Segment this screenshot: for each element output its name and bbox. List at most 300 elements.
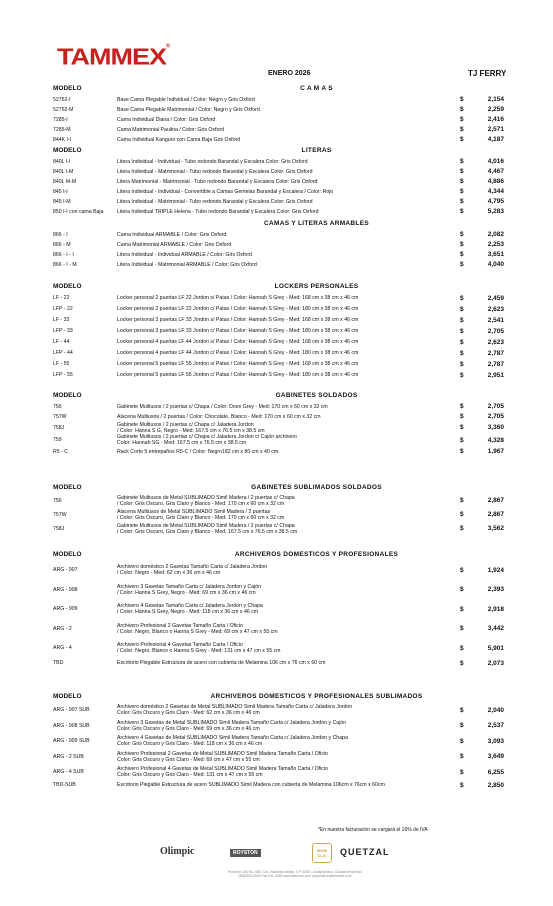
currency-symbol: $ bbox=[460, 424, 464, 432]
product-description bbox=[117, 169, 312, 175]
description-line: Locker personal 3 puertas LF 33 Jordon c/ Patas / Color: Hannah S Grey - Med: 180 cm x 38 cm x 46 cm bbox=[117, 328, 359, 334]
currency-symbol: $ bbox=[460, 305, 464, 313]
product-description bbox=[117, 328, 358, 334]
model-code: TBD bbox=[53, 660, 64, 666]
model-code: 756 bbox=[53, 403, 62, 410]
product-description bbox=[117, 317, 358, 323]
price-value: 3,093 bbox=[487, 737, 504, 745]
price-value: 3,651 bbox=[487, 251, 504, 258]
description-line: / Color: Gris Oscuro, Gris Claro y Blanco - Med: 167.5 cm x 76.5 cm x 38.5 cm bbox=[117, 528, 298, 535]
product-description bbox=[117, 422, 265, 434]
table-row bbox=[0, 359, 553, 370]
currency-symbol: $ bbox=[460, 158, 464, 165]
price-value: 4,344 bbox=[487, 188, 504, 195]
product-description bbox=[117, 159, 308, 165]
description-line: Archivero 3 Gavetas de Metal SUBLIMADO Simil Madera Tamaño Carta c/ Jaladera Jordon y Cajón bbox=[117, 719, 347, 726]
table-row bbox=[0, 508, 553, 522]
product-description bbox=[117, 361, 358, 367]
description-line: Archivero 4 Gavetas Tamaño Carta c/ Jaladera Jordon y Chapa bbox=[117, 603, 263, 610]
description-line: Color: Gris Oscuro y Gris Claro - Med: 118 cm x 36 cm x 46 cm bbox=[117, 741, 263, 748]
product-description bbox=[117, 137, 240, 143]
olimpic-logo: Olimpic bbox=[160, 846, 195, 857]
price-value: 2,705 bbox=[487, 403, 504, 410]
model-code: LF - 33 bbox=[53, 317, 70, 323]
table-row bbox=[0, 750, 553, 766]
product-description bbox=[117, 623, 278, 635]
footer-brands bbox=[150, 840, 415, 885]
product-description bbox=[117, 509, 284, 521]
product-description bbox=[117, 306, 358, 312]
price-value: 3,442 bbox=[487, 625, 504, 633]
currency-symbol: $ bbox=[460, 198, 464, 205]
price-value: 2,541 bbox=[487, 316, 504, 324]
product-description bbox=[117, 584, 261, 596]
currency-symbol: $ bbox=[460, 116, 464, 123]
description-line: Locker personal 2 puertas LF 22 Jordon c/ Patas / Color: Hannah S Grey - Med: 180 cm x 38 cm x 46 cm bbox=[117, 306, 359, 312]
table-row bbox=[0, 765, 553, 781]
product-description bbox=[117, 766, 328, 778]
product-description bbox=[117, 660, 325, 666]
description-line: Cama Individual Kanguro con Cama Baja Gris Oxford bbox=[117, 136, 241, 143]
table-row bbox=[0, 105, 553, 115]
currency-symbol: $ bbox=[460, 241, 464, 248]
model-code: 757W bbox=[53, 511, 67, 518]
description-line: Archivero Profesional 2 Gavetas de Metal SUBLIMADO Simil Madera Tamaño Carta / Oficio bbox=[117, 750, 328, 757]
tax-note: *En nuestra facturación se cargará el 16% de IVA bbox=[318, 827, 428, 833]
model-code: 52752-I bbox=[53, 96, 71, 103]
price-value: 4,328 bbox=[487, 436, 504, 444]
model-code: 844K I-I bbox=[53, 136, 72, 143]
table-row bbox=[0, 719, 553, 735]
description-line: / Color: Hanna S G, Negro - Med: 167.5 cm x 76.5 cm x 38.5 cm bbox=[117, 427, 265, 434]
description-line: / Color: Hanna S Grey, Negro - Med: 118 cm x 36 cm x 46 cm bbox=[117, 609, 259, 616]
price-value: 2,850 bbox=[487, 781, 504, 789]
product-description bbox=[117, 414, 321, 420]
description-line: Rack Corto 5 entrepaños R5-C / Color: Negro182 cm x 80 cm x 40 cm. bbox=[117, 448, 280, 455]
description-line: Locker personal 4 puertas LF 44 Jordon c/ Patas / Color: Hannah S Grey - Med: 180 cm x 38 cm x 46 cm bbox=[117, 350, 359, 356]
table-row bbox=[0, 639, 553, 659]
price-value: 2,787 bbox=[487, 349, 504, 357]
description-line: Archivero Profesional 4 Gavetas de Metal SUBLIMADO Simil Madera Tamaño Carta / Oficio bbox=[117, 766, 328, 773]
description-line: / Color: Negro, Blanco o Hanna S Grey - Med: 131 cm x 47 cm x 55 cm bbox=[117, 648, 281, 655]
description-line: Color: Gris Oscuro y Gris Claro - Med: 69 cm x 36 cm x 46 cm bbox=[117, 725, 260, 732]
model-code: 840L I-M bbox=[53, 168, 74, 175]
currency-symbol: $ bbox=[460, 436, 464, 444]
table-row bbox=[0, 703, 553, 719]
table-row bbox=[0, 207, 553, 217]
currency-symbol: $ bbox=[460, 781, 464, 789]
model-code: ARG - 4 SUB bbox=[53, 769, 84, 776]
product-description bbox=[117, 735, 348, 747]
table-row bbox=[0, 494, 553, 508]
description-line: Litera Individual - Individual - Tubo redondo Barandal y Escalera Color: Gris Oxford bbox=[117, 158, 308, 165]
price-value: 4,467 bbox=[487, 168, 504, 175]
price-value: 4,886 bbox=[487, 178, 504, 185]
product-description bbox=[117, 704, 352, 716]
section bbox=[0, 146, 553, 217]
currency-symbol: $ bbox=[460, 566, 464, 574]
currency-symbol: $ bbox=[460, 231, 464, 238]
table-row bbox=[0, 412, 553, 422]
table-row bbox=[0, 659, 553, 669]
description-line: / Color: Hanna S Grey, Negro - Med: 69 cm x 36 cm x 46 cm bbox=[117, 589, 256, 596]
currency-symbol: $ bbox=[460, 349, 464, 357]
table-row bbox=[0, 326, 553, 337]
model-code: 759 bbox=[53, 437, 62, 444]
model-code: LFP - 44 bbox=[53, 350, 73, 356]
model-code: 866 - I - I bbox=[53, 251, 74, 258]
model-column-header: MODELO bbox=[53, 147, 82, 154]
address-line: Poniente 134 No. 583, Col. Industrial Vallejo, CP 02300, Azcapotzalco, Ciudad de México bbox=[227, 870, 363, 874]
product-description bbox=[117, 523, 297, 535]
table-row bbox=[0, 157, 553, 167]
section-header bbox=[0, 483, 553, 494]
section-title: C A M A S bbox=[300, 85, 333, 92]
description-line: Base Cama Plegable Matrimonial / Color: Negro y Gris Oxford bbox=[117, 106, 260, 113]
section-header bbox=[0, 692, 553, 703]
price-value: 3,649 bbox=[487, 753, 504, 761]
table-row bbox=[0, 581, 553, 601]
price-value: 2,867 bbox=[487, 511, 504, 518]
currency-symbol: $ bbox=[460, 737, 464, 745]
model-code: LF - 44 bbox=[53, 339, 70, 345]
model-code: LF - 55 bbox=[53, 361, 70, 367]
price-value: 2,623 bbox=[487, 338, 504, 346]
currency-symbol: $ bbox=[460, 188, 464, 195]
product-description bbox=[117, 495, 295, 507]
description-line: Escritorio Plegable Estructura de acero con cubierta de Melamina 106 cm x 76 cm x 60 cm bbox=[117, 660, 326, 666]
model-code: 757W bbox=[53, 413, 67, 420]
description-line: / Color: Negro - Med: 62 cm x 36 cm x 46 cm bbox=[117, 570, 221, 577]
description-line: Litera Individual - Individual ARMABLE / Color: Gris Oxford bbox=[117, 251, 252, 258]
section bbox=[0, 391, 553, 457]
client-name: TJ FERRY bbox=[468, 69, 507, 78]
model-code: LFP - 22 bbox=[53, 306, 73, 312]
description-line: Archivero Profesional 4 Gavetas Tamaño Carta / Oficio bbox=[117, 642, 243, 649]
model-column-header: MODELO bbox=[53, 283, 82, 290]
table-row bbox=[0, 167, 553, 177]
description-line: Litera Individual - Individual - Convertible a Camas Gemelas Barandal y Escalera / Color: Rojo bbox=[117, 188, 334, 195]
section-header bbox=[0, 550, 553, 561]
model-code: 866 - I - M bbox=[53, 261, 77, 268]
description-line: Color: Hannah SG - Med: 167.5 cm x 76.5 cm x 38.5 cm bbox=[117, 440, 247, 447]
section-title: CAMAS Y LITERAS ARMABLES bbox=[264, 220, 369, 227]
description-line: Gabinete Multiusos de Metal SUBLIMADO Simil Madera / 2 puertas c/ Chapa bbox=[117, 522, 295, 529]
price-value: 3,360 bbox=[487, 424, 504, 432]
product-description bbox=[117, 252, 252, 258]
contact-line: (55)5323-0000 Fax Ext. 3080 www.tammex.com corporativo@tammex.com bbox=[238, 874, 352, 879]
currency-symbol: $ bbox=[460, 511, 464, 518]
table-row bbox=[0, 561, 553, 581]
model-code: 758J bbox=[53, 424, 65, 431]
product-description bbox=[117, 339, 358, 345]
description-line: Locker personal 4 puertas LF 44 Jordon s/ Patas / Color: Hannah S Grey - Med: 168 cm x 38 cm x 46 cm bbox=[117, 339, 359, 345]
description-line: Litera Individual TRIPLE Helena - Tubo redondo Barandal y Escalera Color: Gris Oxford bbox=[117, 208, 319, 215]
description-line: Color: Gris Oscuro y Gris Claro - Med: 62 cm x 36 cm x 46 cm bbox=[117, 710, 260, 717]
currency-symbol: $ bbox=[460, 753, 464, 761]
price-value: 2,787 bbox=[487, 360, 504, 368]
quetzal-logo: QUETZAL bbox=[340, 847, 390, 857]
model-code: 52752-M bbox=[53, 106, 74, 113]
model-code: ARG - 4 bbox=[53, 645, 72, 652]
description-line: Litera Matrimonial - Matrimonial - Tubo redondo Barandal y Escalera Color: Gris Oxford bbox=[117, 178, 318, 185]
section-header bbox=[0, 146, 553, 157]
table-row bbox=[0, 135, 553, 145]
price-value: 2,571 bbox=[487, 126, 504, 133]
description-line: Alacena Multiusos / 2 puertas / Color: Chocolate, Blanco - Med: 170 cm x 60 cm x 32 cm bbox=[117, 413, 321, 420]
description-line: Litera Individual - Matrimonial - Tubo redondo Barandal y Escalera Color: Gris Oxford bbox=[117, 168, 313, 175]
price-value: 1,967 bbox=[487, 448, 504, 455]
product-description bbox=[117, 209, 318, 215]
currency-symbol: $ bbox=[460, 316, 464, 324]
price-value: 2,867 bbox=[487, 497, 504, 504]
product-description bbox=[117, 179, 317, 185]
product-description bbox=[117, 107, 260, 113]
description-line: Gabinete Multiusos / 2 puertas c/ Chapa c/ Jaladera Jordon c/ Cajón archivero bbox=[117, 434, 297, 441]
price-value: 2,705 bbox=[487, 413, 504, 420]
product-description bbox=[117, 189, 333, 195]
description-line: Color: Gris Oscuro y Gris Claro - Med: 131 cm x 47 cm x 55 cm bbox=[117, 772, 263, 779]
price-value: 2,393 bbox=[487, 586, 504, 594]
price-value: 4,016 bbox=[487, 158, 504, 165]
table-row bbox=[0, 422, 553, 435]
currency-symbol: $ bbox=[460, 497, 464, 504]
product-description bbox=[117, 242, 231, 248]
model-code: LF - 22 bbox=[53, 295, 70, 301]
table-row bbox=[0, 781, 553, 791]
section-header bbox=[0, 391, 553, 402]
product-description bbox=[117, 262, 257, 268]
model-code: LFP - 55 bbox=[53, 372, 73, 378]
currency-symbol: $ bbox=[460, 625, 464, 633]
table-row bbox=[0, 522, 553, 536]
price-value: 4,795 bbox=[487, 198, 504, 205]
currency-symbol: $ bbox=[460, 208, 464, 215]
currency-symbol: $ bbox=[460, 251, 464, 258]
model-code: 866 - M bbox=[53, 241, 71, 248]
product-description bbox=[117, 199, 312, 205]
currency-symbol: $ bbox=[460, 178, 464, 185]
section bbox=[0, 483, 553, 536]
price-value: 6,255 bbox=[487, 768, 504, 776]
description-line: Locker personal 5 puertas LF 55 Jordon c/ Patas / Color: Hannah S Grey - Med: 180 cm x 38 cm x 46 cm bbox=[117, 372, 359, 378]
price-value: 1,924 bbox=[487, 566, 504, 574]
currency-symbol: $ bbox=[460, 605, 464, 613]
product-description bbox=[117, 449, 280, 455]
product-description bbox=[117, 434, 297, 446]
model-column-header: MODELO bbox=[53, 392, 82, 399]
price-value: 4,040 bbox=[487, 261, 504, 268]
model-code: 845 I-I bbox=[53, 188, 68, 195]
table-row bbox=[0, 734, 553, 750]
product-description bbox=[117, 372, 358, 378]
currency-symbol: $ bbox=[460, 126, 464, 133]
table-row bbox=[0, 600, 553, 620]
table-row bbox=[0, 115, 553, 125]
section-header bbox=[0, 84, 553, 95]
price-value: 2,459 bbox=[487, 294, 504, 302]
description-line: Gabinete Multiusos de Metal SUBLIMADO Simil Madera / 2 puertas c/ Chapa bbox=[117, 494, 295, 501]
currency-symbol: $ bbox=[460, 371, 464, 379]
description-line: / Color: Gris Oscuro, Gris Claro y Blanco - Med: 170 cm x 60 cm x 32 cm bbox=[117, 514, 285, 521]
model-code: 845 I-M bbox=[53, 198, 71, 205]
table-row bbox=[0, 197, 553, 207]
currency-symbol: $ bbox=[460, 360, 464, 368]
model-code: ARG - 907 SUB bbox=[53, 707, 90, 714]
description-line: Archivero doméstico 2 Gavetas Tamaño Carta c/ Jaladera Jordon bbox=[117, 564, 268, 571]
model-code: R5 - C bbox=[53, 448, 68, 455]
section bbox=[0, 550, 553, 669]
currency-symbol: $ bbox=[460, 722, 464, 730]
product-description bbox=[117, 782, 385, 788]
description-line: Archivero Profesional 2 Gavetas Tamaño Carta / Oficio bbox=[117, 622, 243, 629]
description-line: Alacena Multiusos de Metal SUBLIMADO Simil Madera / 2 puertas bbox=[117, 508, 271, 515]
price-value: 2,537 bbox=[487, 722, 504, 730]
table-row bbox=[0, 250, 553, 260]
model-code: 840L M-M bbox=[53, 178, 77, 185]
price-value: 2,073 bbox=[487, 659, 504, 667]
model-code: ARG - 907 bbox=[53, 567, 78, 574]
section bbox=[0, 282, 553, 381]
model-code: ARG - 908 bbox=[53, 586, 78, 593]
model-code: LFP - 33 bbox=[53, 328, 73, 334]
description-line: Cama Matrimonial ARMABLE / Color: Gris Oxford bbox=[117, 241, 232, 248]
product-description bbox=[117, 295, 358, 301]
product-description bbox=[117, 127, 224, 133]
description-line: Cama Matrimonial Paulina / Color: Gris Oxford bbox=[117, 126, 224, 133]
table-row bbox=[0, 293, 553, 304]
section bbox=[0, 84, 553, 145]
currency-symbol: $ bbox=[460, 338, 464, 346]
section-title: LITERAS bbox=[301, 147, 332, 154]
description-line: Escritorio Plegable Estructura de acero SUBLIMADO Simil Madera con cubierta de Melamina 106cm x 76cm x 60cm bbox=[117, 782, 385, 788]
description-line: Locker personal 2 puertas LF 22 Jordon s/ Patas / Color: Hannah S Grey - Med: 168 cm x 38 cm x 46 cm bbox=[117, 295, 359, 301]
description-line: / Color: Negro, Blanco o Hanna S Grey - Med: 69 cm x 47 cm x 55 cm bbox=[117, 628, 278, 635]
price-value: 2,082 bbox=[487, 231, 504, 238]
price-value: 5,283 bbox=[487, 208, 504, 215]
model-code: TBD-SUB bbox=[53, 782, 76, 788]
model-code: 840L I-I bbox=[53, 158, 71, 165]
section-title: LOCKERS PERSONALES bbox=[274, 283, 359, 290]
section-title: ARCHIVEROS DOMESTICOS Y PROFESIONALES bbox=[234, 551, 399, 558]
model-code: 756 bbox=[53, 497, 62, 504]
description-line: Gabinete Multiusos / 2 puertas c/ Chapa / Color: Dove Grey - Med: 170 cm x 60 cm x 32 cm bbox=[117, 403, 328, 410]
table-row bbox=[0, 304, 553, 315]
model-code: ARG - 909 bbox=[53, 606, 78, 613]
currency-symbol: $ bbox=[460, 413, 464, 420]
table-row bbox=[0, 435, 553, 448]
section bbox=[0, 219, 553, 270]
table-row bbox=[0, 620, 553, 640]
product-description bbox=[117, 232, 226, 238]
description-line: Locker personal 5 puertas LF 55 Jordon s/ Patas / Color: Hannah S Grey - Med: 168 cm x 38 cm x 46 cm bbox=[117, 361, 359, 367]
table-row bbox=[0, 402, 553, 412]
description-line: Archivero 4 Gavetas de Metal SUBLIMADO Simil Madera Tamaño Carta c/ Jaladera Jordon y Chapa bbox=[117, 735, 348, 742]
model-column-header: MODELO bbox=[53, 693, 82, 700]
currency-symbol: $ bbox=[460, 448, 464, 455]
mobiclic-logo: MOBI CLIC bbox=[312, 843, 332, 863]
currency-symbol: $ bbox=[460, 644, 464, 652]
price-value: 2,705 bbox=[487, 327, 504, 335]
price-value: 4,187 bbox=[487, 136, 504, 143]
footer-address bbox=[180, 870, 410, 879]
product-description bbox=[117, 117, 215, 123]
product-description bbox=[117, 603, 263, 615]
price-value: 3,562 bbox=[487, 525, 504, 532]
description-line: / Color: Gris Oscuro, Gris Claro y Blanco - Med: 170 cm x 60 cm x 32 cm bbox=[117, 500, 285, 507]
table-row bbox=[0, 447, 553, 457]
price-value: 2,623 bbox=[487, 305, 504, 313]
section-title: GABINETES SUBLIMADOS SOLDADOS bbox=[251, 484, 382, 491]
currency-symbol: $ bbox=[460, 136, 464, 143]
product-description bbox=[117, 751, 328, 763]
product-description bbox=[117, 404, 328, 410]
price-value: 2,416 bbox=[487, 116, 504, 123]
table-row bbox=[0, 315, 553, 326]
price-value: 5,901 bbox=[487, 644, 504, 652]
table-row bbox=[0, 260, 553, 270]
price-value: 2,918 bbox=[487, 605, 504, 613]
table-row bbox=[0, 370, 553, 381]
price-value: 2,951 bbox=[487, 371, 504, 379]
model-code: ARG - 909 SUB bbox=[53, 738, 90, 745]
price-value: 2,154 bbox=[487, 96, 504, 103]
model-code: 7285-I bbox=[53, 116, 68, 123]
table-row bbox=[0, 337, 553, 348]
currency-symbol: $ bbox=[460, 403, 464, 410]
table-row bbox=[0, 348, 553, 359]
currency-symbol: $ bbox=[460, 659, 464, 667]
product-description bbox=[117, 720, 346, 732]
section-title: ARCHIVEROS DOMESTICOS Y PROFESIONALES SUBLIMADOS bbox=[210, 693, 423, 700]
table-row bbox=[0, 187, 553, 197]
section-title: GABINETES SOLDADOS bbox=[275, 392, 358, 399]
table-row bbox=[0, 177, 553, 187]
model-code: ARG - 908 SUB bbox=[53, 722, 90, 729]
model-column-header: MODELO bbox=[53, 551, 82, 558]
model-column-header: MODELO bbox=[53, 85, 82, 92]
table-row bbox=[0, 240, 553, 250]
model-code: 850 I-I con cama Baja bbox=[53, 208, 104, 215]
table-row bbox=[0, 230, 553, 240]
description-line: Cama Individual ARMABLE / Color: Gris Oxford bbox=[117, 231, 227, 238]
description-line: Litera Individual - Matrimonial - Tubo redondo Barandal y Escalera Color: Gris Oxford bbox=[117, 198, 313, 205]
model-code: ARG - 2 bbox=[53, 625, 72, 632]
description-line: Color: Gris Oscuro y Gris Claro - Med: 69 cm x 47 cm x 55 cm bbox=[117, 756, 260, 763]
price-value: 2,259 bbox=[487, 106, 504, 113]
section bbox=[0, 692, 553, 791]
table-row bbox=[0, 125, 553, 135]
description-line: Locker personal 3 puertas LF 33 Jordon s/ Patas / Color: Hannah S Grey - Med: 168 cm x 38 cm x 46 cm bbox=[117, 317, 359, 323]
section-header bbox=[0, 282, 553, 293]
model-code: 758J bbox=[53, 525, 65, 532]
description-line: Gabinete Multiusos / 2 puertas c/ Chapa c/ Jaladera Jordon bbox=[117, 421, 254, 428]
currency-symbol: $ bbox=[460, 768, 464, 776]
royston-logo: ROYSTON bbox=[230, 849, 261, 857]
tammex-logo: TAMMEX® bbox=[57, 44, 170, 70]
currency-symbol: $ bbox=[460, 294, 464, 302]
product-description bbox=[117, 564, 267, 576]
currency-symbol: $ bbox=[460, 168, 464, 175]
description-line: Litera Individual - Matrimonial ARMABLE / Color: Gris Oxford bbox=[117, 261, 257, 268]
currency-symbol: $ bbox=[460, 586, 464, 594]
currency-symbol: $ bbox=[460, 106, 464, 113]
product-description bbox=[117, 97, 255, 103]
currency-symbol: $ bbox=[460, 327, 464, 335]
currency-symbol: $ bbox=[460, 261, 464, 268]
currency-symbol: $ bbox=[460, 96, 464, 103]
currency-symbol: $ bbox=[460, 706, 464, 714]
